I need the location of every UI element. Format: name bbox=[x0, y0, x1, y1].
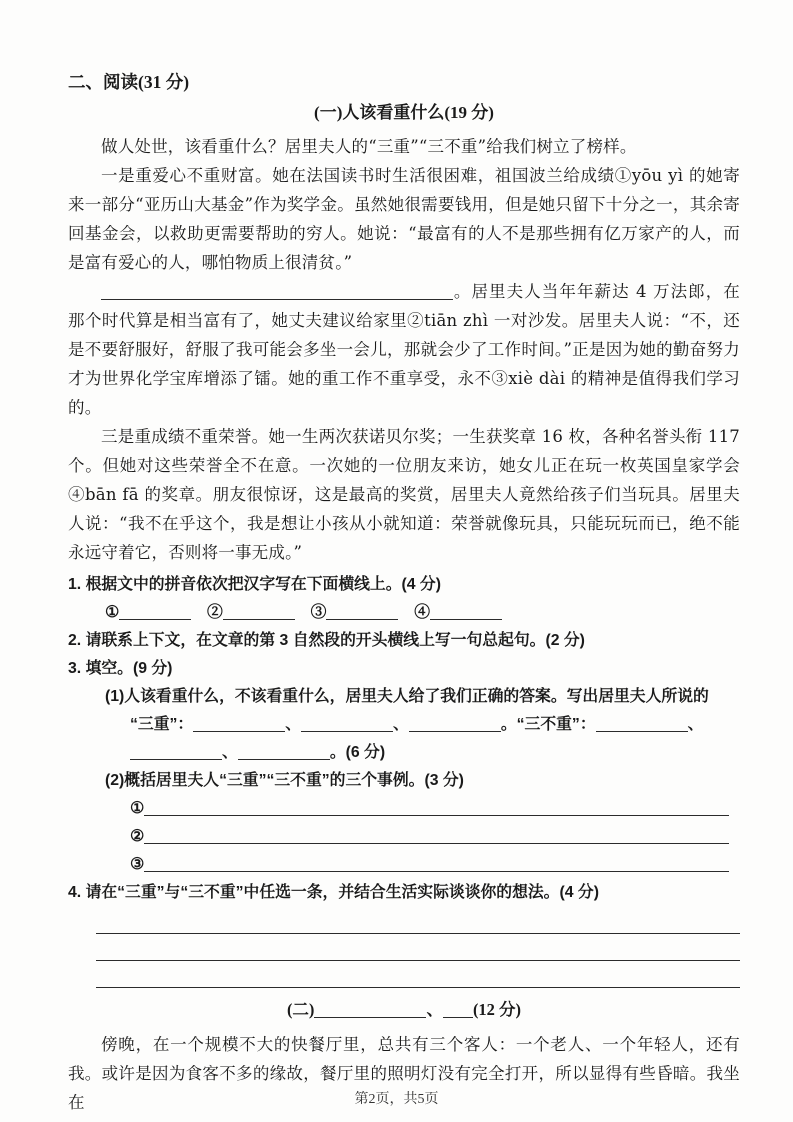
question-1-text: 1. 根据文中的拼音依次把汉字写在下面横线上。(4 分) bbox=[68, 576, 441, 593]
question-3-1-blanks-row-1: “三重”： 、 、 。“三不重”： 、 bbox=[130, 716, 704, 733]
q3-1-blank-6 bbox=[238, 745, 330, 760]
q1-blank-3 bbox=[326, 605, 398, 620]
question-3-2-item-2: ② bbox=[68, 823, 740, 851]
passage2-title-blank bbox=[314, 1003, 426, 1018]
page-footer: 第2页，共5页 bbox=[354, 1092, 439, 1107]
q3-1-blank-1 bbox=[193, 717, 285, 732]
q3-1-blank-3 bbox=[409, 717, 501, 732]
question-2-text: 2. 请联系上下文，在文章的第 3 自然段的开头横线上写一句总起句。(2 分) bbox=[68, 632, 585, 649]
question-4-answer-line-2 bbox=[96, 934, 740, 961]
passage2-title-blank-short bbox=[443, 1003, 473, 1018]
question-4-answer-line-3 bbox=[96, 961, 740, 988]
para3-opening-sentence-blank bbox=[101, 285, 453, 300]
q1-blank-1 bbox=[119, 605, 191, 620]
q3-2-answer-line-1 bbox=[144, 801, 729, 816]
question-3-text: 3. 填空。(9 分) bbox=[68, 660, 173, 677]
question-3-1-text: (1)人该看重什么，不该看重什么，居里夫人给了我们正确的答案。写出居里夫人所说的 bbox=[105, 688, 709, 705]
question-3-2-item-3: ③ bbox=[68, 851, 740, 879]
passage2-title: (二) 、 (12 分) bbox=[286, 1000, 522, 1019]
section-heading-reading: 二、阅读(31 分) bbox=[68, 72, 190, 92]
passage1-para3: 。居里夫人当年年薪达 4 万法郎，在那个时代算是相当富有了，她丈夫建议给家里②tiān zhì 一对沙发。居里夫人说：“不，还是不要舒服好，舒服了我可能会多坐一会儿，那就会少了工作时间。”正是因为她的勤奋努力才为世界化学宝库增添了镭。她的重工作不重享受，永不③xiè dài 的精神是值得我们学习的。 bbox=[68, 282, 740, 417]
q3-2-answer-line-2 bbox=[144, 829, 729, 844]
passage1-para4: 三是重成绩不重荣誉。她一生两次获诺贝尔奖；一生获奖章 16 枚，各种名誉头衔 117 个。但她对这些荣誉全不在意。一次她的一位朋友来访，她女儿正在玩一枚英国皇家学会④bān fā 的奖章。朋友很惊讶，这是最高的奖赏，居里夫人竟然给孩子们当玩具。居里夫人说：“我不在乎这个，我是想让小孩从小就知道：荣誉就像玩具，只能玩玩而已，绝不能永远守着它，否则将一事无成。” bbox=[68, 427, 740, 562]
passage1-title: (一)人该看重什么(19 分) bbox=[314, 103, 494, 122]
passage1-body bbox=[68, 132, 740, 567]
q3-1-blank-2 bbox=[301, 717, 393, 732]
q3-1-blank-4 bbox=[596, 717, 688, 732]
questions-block bbox=[68, 571, 740, 988]
passage1-para2: 一是重爱心不重财富。她在法国读书时生活很困难，祖国波兰给成绩①yōu yì 的她寄来一部分“亚历山大基金”作为奖学金。虽然她很需要钱用，但是她只留下十分之一，其余寄回基金会，以救助更需要帮助的穷人。她说：“最富有的人不是那些拥有亿万家产的人，而是富有爱心的人，哪怕物质上很清贫。” bbox=[68, 166, 740, 272]
passage2-para1: 傍晚，在一个规模不大的快餐厅里，总共有三个客人：一个老人、一个年轻人，还有我。或许是因为食客不多的缘故，餐厅里的照明灯没有完全打开，所以显得有些昏暗。我坐在 bbox=[68, 1035, 740, 1112]
question-3-1-blanks-row-2: 、 。(6 分) bbox=[68, 739, 740, 767]
q1-blank-2 bbox=[223, 605, 295, 620]
question-4-answer-line-1 bbox=[96, 907, 740, 934]
q3-2-answer-line-3 bbox=[144, 857, 729, 872]
question-3-2-text: (2)概括居里夫人“三重”“三不重”的三个事例。(3 分) bbox=[105, 772, 464, 789]
q1-blank-4 bbox=[430, 605, 502, 620]
q3-1-blank-5 bbox=[130, 745, 222, 760]
passage1-para1: 做人处世，该看重什么？居里夫人的“三重”“三不重”给我们树立了榜样。 bbox=[101, 137, 637, 156]
question-1-blanks-row: ① ② ③ ④ bbox=[68, 599, 740, 627]
question-4-text: 4. 请在“三重”与“三不重”中任选一条，并结合生活实际谈谈你的想法。(4 分) bbox=[68, 884, 599, 901]
question-3-2-item-1: ① bbox=[68, 795, 740, 823]
